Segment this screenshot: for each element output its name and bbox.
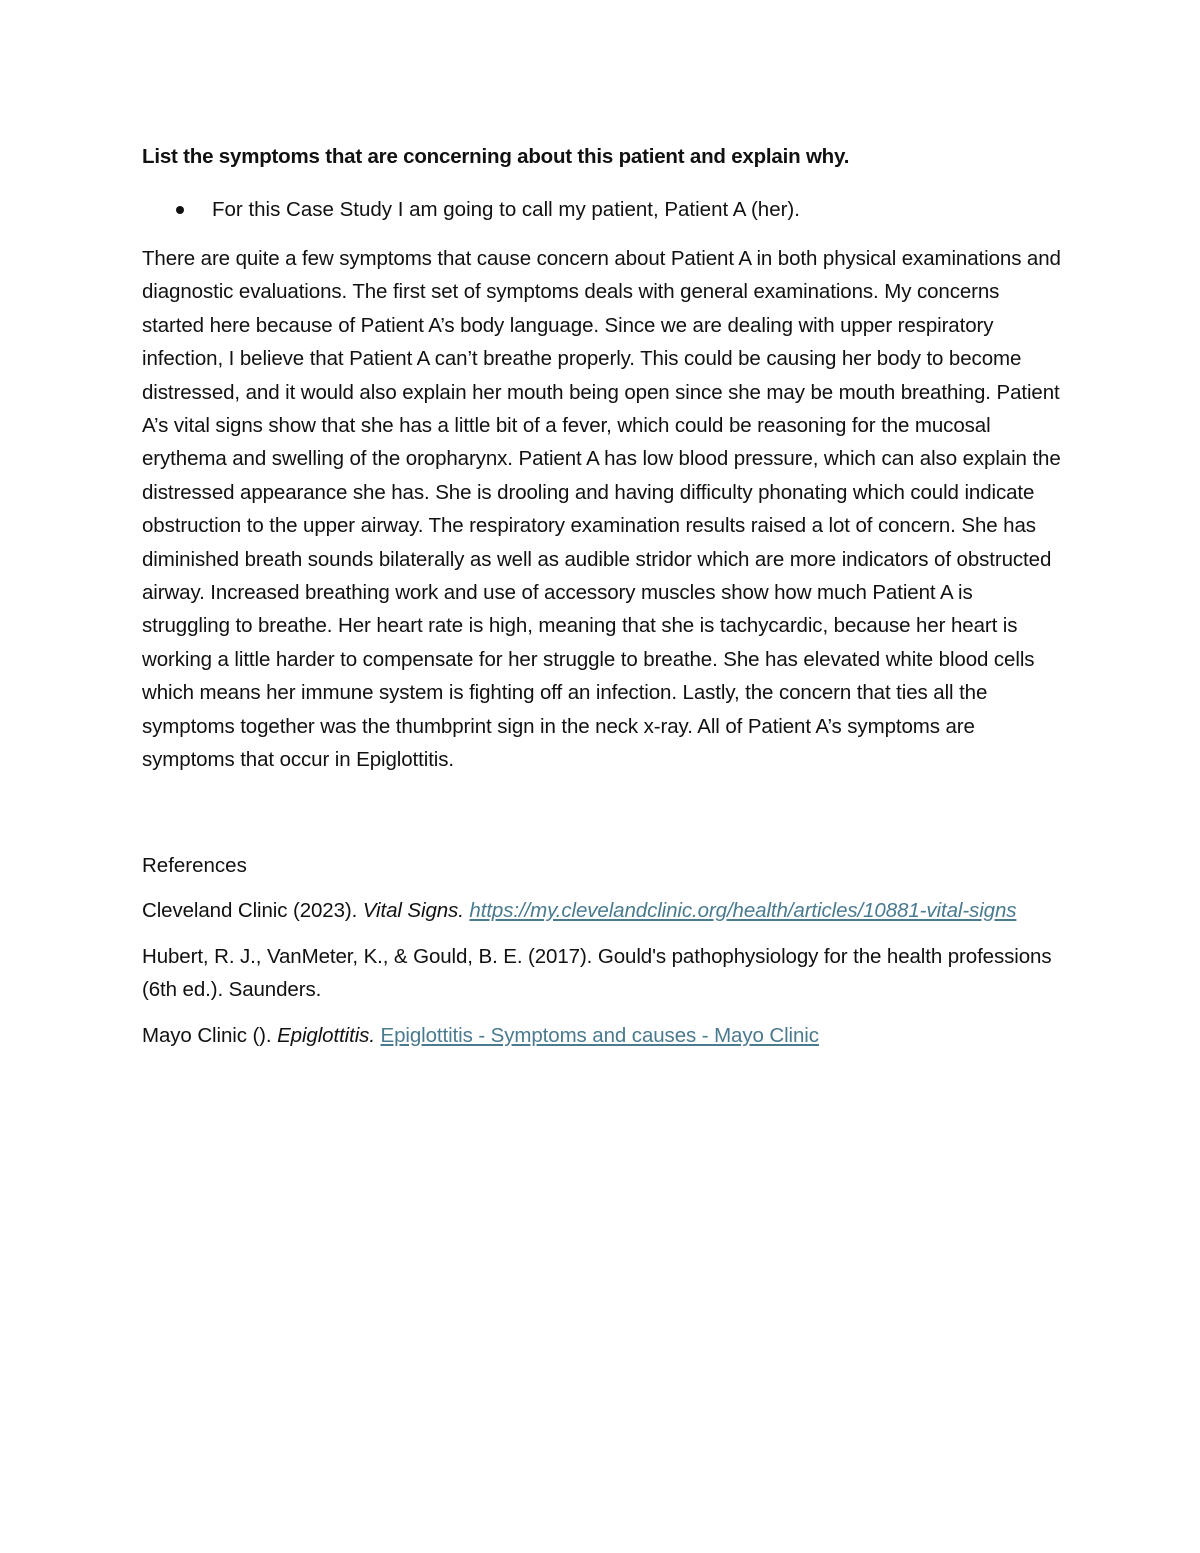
reference-item — [142, 940, 1062, 1006]
references-heading: References — [142, 853, 247, 877]
reference-title: Vital Signs. — [362, 898, 464, 922]
reference-link[interactable]: https://my.clevelandclinic.org/health/articles/10881-vital-signs — [469, 898, 1017, 922]
body-paragraph: There are quite a few symptoms that cause concern about Patient A in both physical examinations and diagnostic evaluations. The first set of symptoms deals with general examinations. My concerns started here because of Patient A’s body language. Since we are dealing with upper respiratory infection, I believe that Patient A can’t breathe properly. This could be causing her body to become distressed, and it would also explain her mouth being open since she may be mouth breathing. Patient A’s vital signs show that she has a little bit of a fever, which could be reasoning for the mucosal erythema and swelling of the oropharynx. Patient A has low blood pressure, which can also explain the distressed appearance she has. She is drooling and having difficulty phonating which could indicate obstruction to the upper airway. The respiratory examination results raised a lot of concern. She has diminished breath sounds bilaterally as well as audible stridor which are more indicators of obstructed airway. Increased breathing work and use of accessory muscles show how much Patient A is struggling to breathe. Her heart rate is high, meaning that she is tachycardic, because her heart is working a little harder to compensate for her struggle to breathe. She has elevated white blood cells which means her immune system is fighting off an infection. Lastly, the concern that ties all the symptoms together was the thumbprint sign in the neck x-ray. All of Patient A’s symptoms are symptoms that occur in Epiglottitis. — [142, 247, 1061, 772]
document-content — [142, 140, 1062, 1065]
reference-prefix: Hubert, R. J., VanMeter, K., & Gould, B. E. (2017). Gould's pathophysiology for the health professions (6th ed.). Saunders. — [142, 944, 1052, 1001]
reference-item — [142, 894, 1062, 927]
question-heading: List the symptoms that are concerning about this patient and explain why. — [142, 145, 850, 168]
bullet-text: For this Case Study I am going to call my patient, Patient A (her). — [212, 198, 800, 221]
bullet-icon — [176, 206, 184, 214]
bullet-item — [142, 193, 1062, 226]
reference-prefix: Mayo Clinic (). — [142, 1023, 278, 1047]
bullet-list — [142, 193, 1062, 226]
reference-link[interactable]: Epiglottitis - Symptoms and causes - Mayo Clinic — [380, 1023, 819, 1047]
reference-title: Epiglottitis. — [277, 1023, 375, 1047]
reference-item — [142, 1019, 1062, 1052]
reference-prefix: Cleveland Clinic (2023). — [142, 898, 363, 922]
